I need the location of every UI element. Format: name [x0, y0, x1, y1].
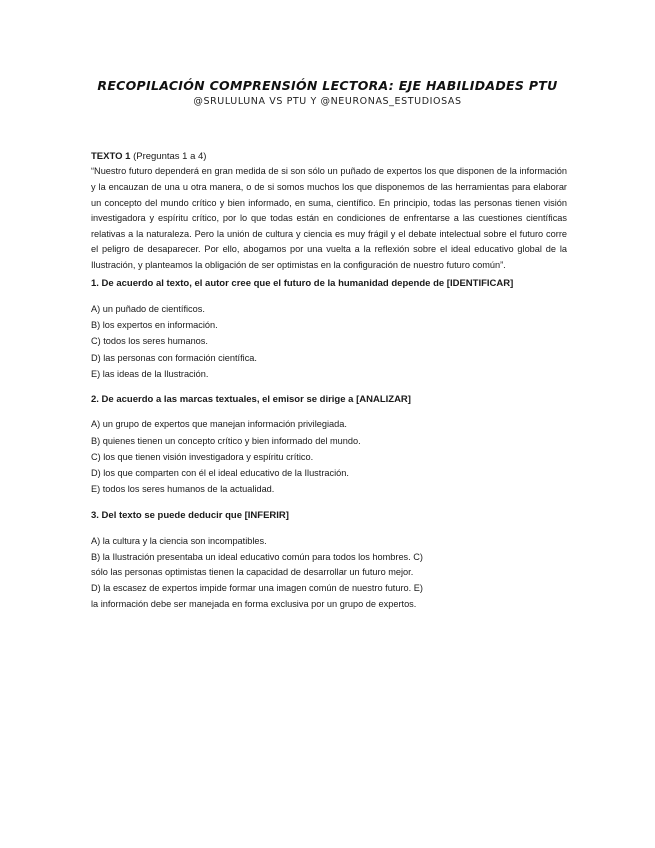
- option-line: A) la cultura y la ciencia son incompatibles.: [91, 535, 267, 546]
- option-d: D) los que comparten con él el ideal educativo de la Ilustración.: [91, 468, 349, 478]
- option-line: D) la escasez de expertos impide formar una imagen común de nuestro futuro. E): [91, 583, 423, 594]
- option-line: la información debe ser manejada en forma exclusiva por un grupo de expertos.: [91, 599, 417, 609]
- option-line: B) la Ilustración presentaba un ideal educativo común para todos los hombres. C): [91, 551, 423, 562]
- question-2-options: [91, 416, 567, 497]
- document-body: [91, 149, 567, 613]
- question-3-options: [91, 534, 567, 613]
- option-line: sólo las personas optimistas tienen la capacidad de desarrollar un futuro mejor.: [91, 567, 414, 578]
- option-d: D) las personas con formación científica.: [91, 352, 257, 363]
- text-heading: [91, 149, 567, 164]
- question-1-options: [91, 301, 567, 382]
- option-a: A) un puñado de científicos.: [91, 303, 205, 314]
- option-c: C) los que tienen visión investigadora y espíritu crítico.: [91, 451, 314, 462]
- question-3: 3. Del texto se puede deducir que [INFERIR]: [91, 510, 289, 522]
- question-1: 1. De acuerdo al texto, el autor cree que el futuro de la humanidad depende de [IDENTIFICAR]: [91, 277, 514, 289]
- document-title: RECOPILACIÓN COMPRENSIÓN LECTORA: EJE HABILIDADES PTU: [97, 78, 558, 93]
- option-e: E) las ideas de la Ilustración.: [91, 368, 209, 379]
- option-e: E) todos los seres humanos de la actualidad.: [91, 484, 275, 495]
- option-c: C) todos los seres humanos.: [91, 336, 208, 347]
- option-a: A) un grupo de expertos que manejan información privilegiada.: [91, 419, 347, 430]
- reading-passage: “Nuestro futuro dependerá en gran medida de si son sólo un puñado de expertos los que disponen de la información y la encauzan de una u otra manera, o de si somos muchos los que disponemos de las herramientas para elaborar un concepto del mundo crítico y bien informado, en suma, científico. En principio, todas las personas tienen visión investigadora y espíritu crítico, por lo que todas están en condiciones de enfrentarse a las cuestiones científicas relativas a la naturaleza. Pero la unión de cultura y ciencia es muy frágil y el debate intelectual sobre el futuro corre el peligro de desaparecer. Por ello, abogamos por una vuelta a la reflexión sobre el ideal educativo global de la Ilustración, y planteamos la obligación de ser optimistas en la configuración de nuestro futuro común”.: [91, 166, 567, 270]
- document-subtitle: @SRULULUNA VS PTU Y @NEURONAS_ESTUDIOSAS: [193, 96, 462, 107]
- text-question-range: (Preguntas 1 a 4): [133, 151, 207, 162]
- option-b: B) quienes tienen un concepto crítico y bien informado del mundo.: [91, 435, 361, 446]
- question-2: 2. De acuerdo a las marcas textuales, el emisor se dirige a [ANALIZAR]: [91, 393, 411, 405]
- text-label: TEXTO 1: [91, 151, 131, 162]
- option-b: B) los expertos en información.: [91, 320, 218, 331]
